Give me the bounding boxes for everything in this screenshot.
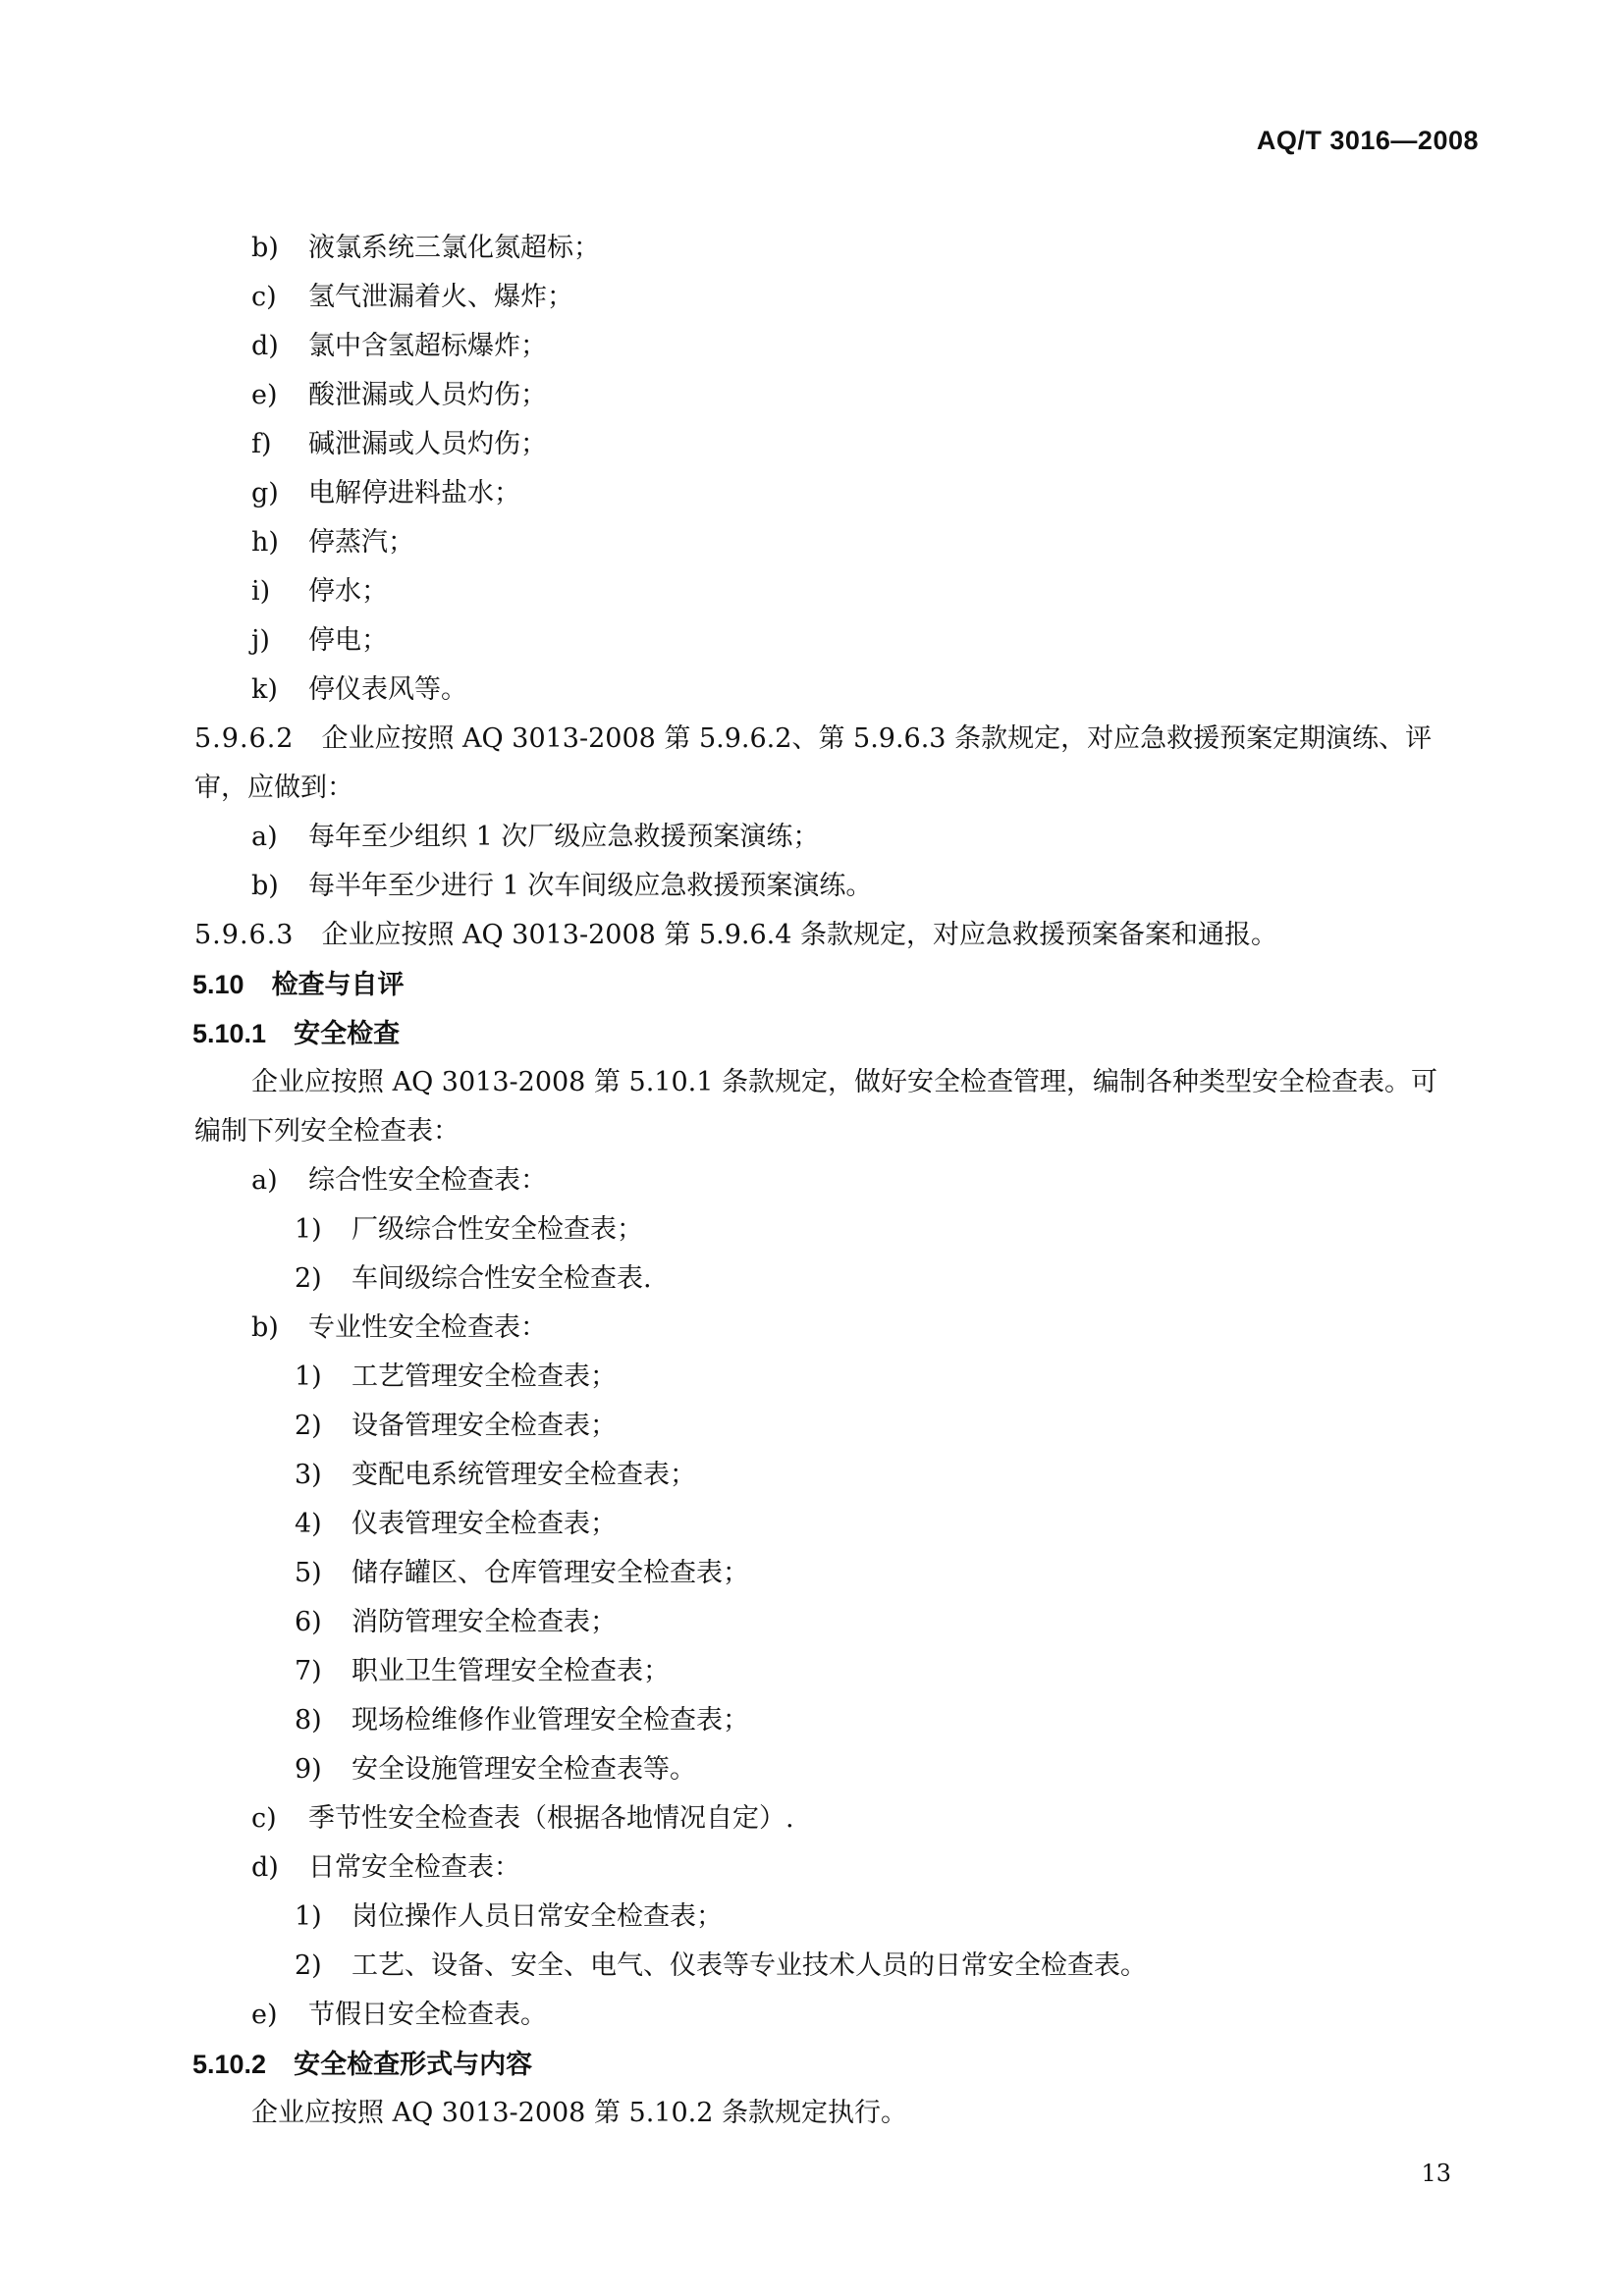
page-number: 13 [1421,2160,1451,2187]
list-marker: e) [251,380,278,410]
list-marker: b) [251,233,279,263]
list-item [251,1843,520,1893]
list-item-text: 专业性安全检查表： [308,1312,547,1343]
sub-list-marker: 2) [295,1263,322,1294]
clause-number: 5.9.6.2 [194,723,295,754]
sub-list-item [295,1942,1147,1991]
clause-number: 5.9.6.3 [194,920,295,950]
list-item-text: 季节性安全检查表（根据各地情况自定）. [308,1803,794,1834]
sub-list-item-text: 厂级综合性安全检查表； [352,1214,643,1245]
sub-list-marker: 8) [295,1705,322,1735]
list-item [251,518,414,567]
list-marker: d) [251,331,279,361]
paragraph-continuation: 编制下列安全检查表： [194,1116,460,1147]
list-item [251,469,520,518]
sub-list-marker: 3) [295,1460,322,1490]
list-item-text: 每年至少组织 1 次厂级应急救援预案演练； [308,822,820,852]
section-heading-5-10 [192,960,405,1009]
list-item [251,567,388,616]
list-item-text: 停水； [308,576,388,607]
list-item [251,1794,794,1843]
list-item-text: 碱泄漏或人员灼伤； [308,429,547,459]
list-item-text: 氯中含氢超标爆炸； [308,331,547,361]
sub-list-item-text: 设备管理安全检查表； [352,1411,617,1441]
sub-list-item-text: 储存罐区、仓库管理安全检查表； [352,1558,749,1588]
section-title: 检查与自评 [271,970,405,999]
list-marker: k) [251,674,278,705]
sub-list-item-text: 仪表管理安全检查表； [352,1509,617,1539]
clause-5-9-6-3 [194,911,1277,960]
list-item [251,322,547,371]
list-item-text: 综合性安全检查表： [308,1165,547,1196]
list-marker: d) [251,1852,279,1883]
sub-list-marker: 4) [295,1509,322,1539]
list-item-text: 每半年至少进行 1 次车间级应急救援预案演练。 [308,871,873,901]
list-marker: a) [251,822,278,852]
sub-list-marker: 2) [295,1950,322,1981]
sub-list-item [295,1647,670,1696]
sub-list-item-text: 变配电系统管理安全检查表； [352,1460,696,1490]
list-marker: c) [251,282,277,312]
list-marker: b) [251,871,279,901]
list-item-text: 氢气泄漏着火、爆炸； [308,282,573,312]
section-heading-5-10-2 [192,2040,532,2089]
list-marker: j) [251,625,270,656]
sub-list-item-text: 安全设施管理安全检查表等。 [352,1754,696,1785]
sub-list-item [295,1549,749,1598]
sub-list-item [295,1353,617,1402]
sub-list-item [295,1451,696,1500]
sub-list-item-text: 现场检维修作业管理安全检查表； [352,1705,749,1735]
clause-text: 企业应按照 AQ 3013-2008 第 5.9.6.2、第 5.9.6.3 条款规定，对应急救援预案定期演练、评 [321,723,1433,754]
standard-code-header: AQ/T 3016—2008 [1256,126,1479,155]
clause-5-9-6-2 [194,715,1432,764]
sub-list-item [295,1205,643,1255]
list-marker: f) [251,429,272,459]
sub-list-item-text: 工艺、设备、安全、电气、仪表等专业技术人员的日常安全检查表。 [352,1950,1147,1981]
list-item [251,616,388,666]
sub-list-marker: 9) [295,1754,322,1785]
list-item-text: 液氯系统三氯化氮超标； [308,233,600,263]
paragraph: 企业应按照 AQ 3013-2008 第 5.10.2 条款规定执行。 [251,2098,907,2128]
sub-list-marker: 5) [295,1558,322,1588]
list-item [251,273,573,322]
section-heading-5-10-1 [192,1009,400,1058]
list-item-text: 酸泄漏或人员灼伤； [308,380,547,410]
list-item [251,1304,547,1353]
paragraph: 企业应按照 AQ 3013-2008 第 5.10.1 条款规定，做好安全检查管理，编制各种类型安全检查表。可 [251,1067,1437,1097]
list-item [251,371,547,420]
list-item-text: 日常安全检查表： [308,1852,520,1883]
list-item [251,420,547,469]
section-title: 安全检查 [294,1019,401,1048]
list-marker: a) [251,1165,278,1196]
sub-list-item [295,1402,617,1451]
list-item-text: 停电； [308,625,388,656]
sub-list-item [295,1696,749,1745]
sub-list-marker: 2) [295,1411,322,1441]
list-marker: i) [251,576,271,607]
sub-list-marker: 1) [295,1901,322,1932]
list-item-text: 节假日安全检查表。 [308,2000,547,2030]
list-item [251,862,872,911]
list-item [251,1156,547,1205]
sub-list-item [295,1893,723,1942]
sub-list-item [295,1598,617,1647]
section-number: 5.10.2 [192,2050,267,2079]
section-number: 5.10.1 [192,1019,267,1048]
list-marker: c) [251,1803,277,1834]
list-marker: g) [251,478,279,508]
list-item-text: 停仪表风等。 [308,674,467,705]
section-number: 5.10 [192,970,244,999]
sub-list-item-text: 岗位操作人员日常安全检查表； [352,1901,723,1932]
list-item [251,224,600,273]
sub-list-item [295,1500,617,1549]
list-item [251,813,819,862]
sub-list-item-text: 车间级综合性安全检查表. [352,1263,652,1294]
list-item-text: 停蒸汽； [308,527,414,558]
sub-list-item-text: 消防管理安全检查表； [352,1607,617,1637]
sub-list-marker: 1) [295,1362,322,1392]
sub-list-item-text: 工艺管理安全检查表； [352,1362,617,1392]
list-item [251,1991,547,2040]
sub-list-marker: 1) [295,1214,322,1245]
clause-text: 企业应按照 AQ 3013-2008 第 5.9.6.4 条款规定，对应急救援预案备案和通报。 [321,920,1278,950]
sub-list-item-text: 职业卫生管理安全检查表； [352,1656,670,1686]
list-item-text: 电解停进料盐水； [308,478,520,508]
sub-list-marker: 7) [295,1656,322,1686]
sub-list-item [295,1745,696,1794]
sub-list-marker: 6) [295,1607,322,1637]
clause-text-continuation: 审，应做到： [194,773,353,803]
list-marker: e) [251,2000,278,2030]
sub-list-item [295,1255,652,1304]
list-marker: b) [251,1312,279,1343]
section-title: 安全检查形式与内容 [294,2050,533,2079]
list-item [251,666,467,715]
list-marker: h) [251,527,279,558]
